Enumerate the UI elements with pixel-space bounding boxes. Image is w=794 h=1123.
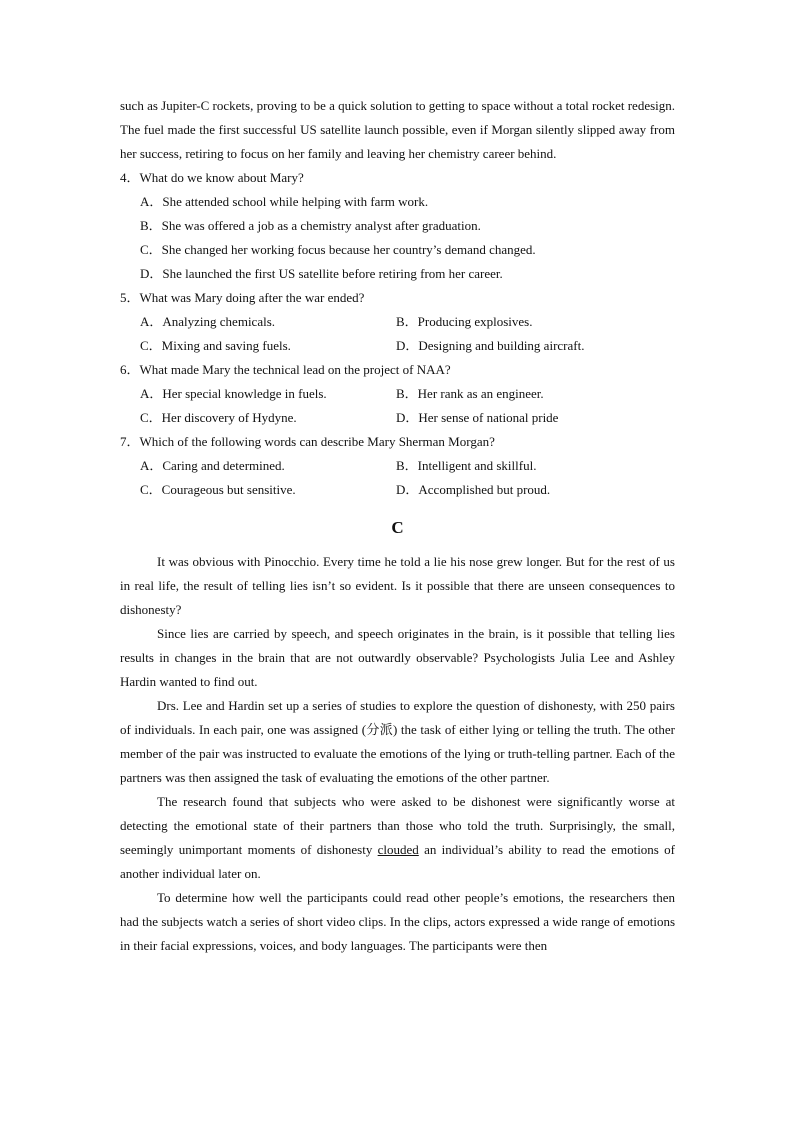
passage-paragraph: It was obvious with Pinocchio. Every time he told a lie his nose grew longer. But for the rest of us in real life, the result of telling lies isn’t so evident. Is it possible that there are unseen consequences to dishonesty? <box>120 554 675 617</box>
paragraph-text: The research found that subjects who were asked to be dishonest were significantly worse at detecting the emotional state of their partners than those who told the truth. Surprisingly, the small, seemingly unimportant moments of dishonesty <box>120 794 675 857</box>
option-row <box>140 334 675 358</box>
option-b: B．She was offered a job as a chemistry analyst after graduation. <box>140 218 481 233</box>
option-row <box>140 310 675 334</box>
option-row <box>140 406 675 430</box>
option-b: B．Intelligent and skillful. <box>396 458 537 473</box>
section-heading: C <box>391 518 404 537</box>
passage-paragraph: To determine how well the participants could read other people’s emotions, the researchers then had the subjects watch a series of short video clips. In the clips, actors expressed a wide range of emotions in their facial expressions, voices, and body languages. The participants were then <box>120 890 675 953</box>
option-c: C．Mixing and saving fuels. <box>140 338 291 353</box>
question-5 <box>120 286 675 358</box>
option-row <box>140 382 675 406</box>
option-c: C．Courageous but sensitive. <box>140 482 296 497</box>
option-d: D．Her sense of national pride <box>396 410 559 425</box>
document-page <box>120 94 675 958</box>
question-7 <box>120 430 675 502</box>
option-d: D．Accomplished but proud. <box>396 482 551 497</box>
option-a: A．She attended school while helping with farm work. <box>140 194 429 209</box>
option-d: D．Designing and building aircraft. <box>396 338 585 353</box>
option-c: C．Her discovery of Hydyne. <box>140 410 297 425</box>
question-stem: 5．What was Mary doing after the war ended? <box>120 290 365 305</box>
question-stem: 7．Which of the following words can describe Mary Sherman Morgan? <box>120 434 495 449</box>
question-stem: 4．What do we know about Mary? <box>120 170 304 185</box>
option-row <box>140 478 675 502</box>
question-4 <box>120 166 675 286</box>
passage-paragraph: Since lies are carried by speech, and speech originates in the brain, is it possible that telling lies results in changes in the brain that are not outwardly observable? Psychologists Julia Lee and Ashley Hardin wanted to find out. <box>120 626 675 689</box>
question-stem: 6．What made Mary the technical lead on the project of NAA? <box>120 362 451 377</box>
option-a: A．Caring and determined. <box>140 458 285 473</box>
option-d: D．She launched the first US satellite before retiring from her career. <box>140 266 503 281</box>
underlined-word: clouded <box>377 842 419 857</box>
option-b: B．Producing explosives. <box>396 314 533 329</box>
paragraph-text: an individual’s ability to read the emotions of another individual later on. <box>120 842 675 881</box>
passage-paragraph: Drs. Lee and Hardin set up a series of studies to explore the question of dishonesty, with 250 pairs of individuals. In each pair, one was assigned (分派) the task of either lying or telling the truth. The other member of the pair was instructed to evaluate the emotions of the lying or truth-telling partner. Each of the partners was then assigned the task of evaluating the emotions of the other partner. <box>120 698 675 785</box>
passage-paragraph <box>120 790 675 886</box>
option-a: A．Her special knowledge in fuels. <box>140 386 327 401</box>
question-6 <box>120 358 675 430</box>
option-c: C．She changed her working focus because her country’s demand changed. <box>140 242 536 257</box>
intro-paragraph: such as Jupiter-C rockets, proving to be a quick solution to getting to space without a total rocket redesign. The fuel made the first successful US satellite launch possible, even if Morgan silently slipped away from her success, retiring to focus on her family and leaving her chemistry career behind. <box>120 98 676 161</box>
option-a: A．Analyzing chemicals. <box>140 314 276 329</box>
option-b: B．Her rank as an engineer. <box>396 386 544 401</box>
option-row <box>140 454 675 478</box>
